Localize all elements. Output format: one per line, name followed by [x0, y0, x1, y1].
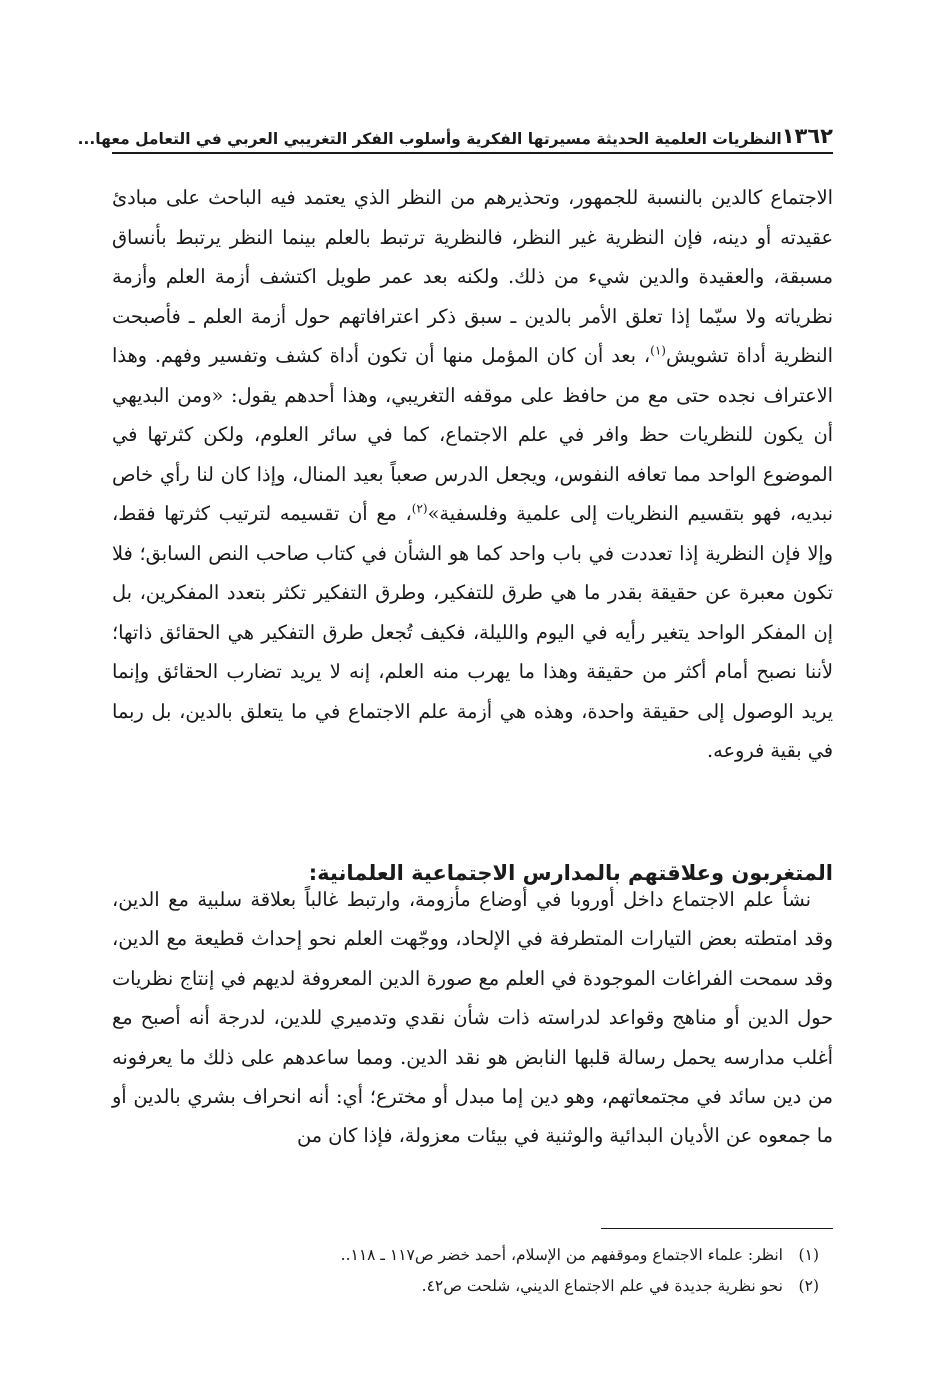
- footnote-marker: (٢): [798, 1277, 819, 1295]
- footnote-divider: [601, 1228, 833, 1229]
- running-title: النظريات العلمية الحديثة مسيرتها الفكرية وأسلوب الفكر التغريبي العربي في التعامل معها...: [77, 130, 782, 148]
- body-paragraph: [112, 178, 833, 771]
- paragraph-segment: ، بعد أن كان المؤمل منها أن تكون أداة كشف وتفسير وفهم. وهذا الاعتراف نجده حتى مع من حافظ على موقفه التغريبي، وهذا أحدهم يقول: «ومن البديهي أن يكون للنظريات حظ وافر في علم الاجتماع، كما في سائر العلوم، ولكن كثرتها في الموضوع الواحد مما تعافه النفوس، ويجعل الدرس صعباً بعيد المنال، وإذا كان لنا رأي خاص نبديه، فهو بتقسيم النظريات إلى علمية وفلسفية»: [112, 344, 833, 525]
- footnote-text: انظر: علماء الاجتماع وموقفهم من الإسلام، أحمد خضر ص١١٧ ـ ١١٨..: [340, 1246, 783, 1264]
- footnote-reference: (٢): [411, 501, 428, 516]
- footnote-item: [112, 1271, 833, 1302]
- section-heading: المتغربون وعلاقتهم بالمدارس الاجتماعية العلمانية:: [308, 861, 833, 886]
- footnote-item: [112, 1240, 833, 1271]
- paragraph-segment: الاجتماع كالدين بالنسبة للجمهور، وتحذيرهم من النظر الذي يعتمد فيه الباحث على مبادئ عقيدته أو دينه، فإن النظرية غير النظر، فالنظرية ترتبط بالعلم بينما النظر يرتبط بأنساق مسبقة، والعقيدة والدين شيء من ذلك. ولكنه بعد عمر طويل اكتشف أزمة العلم وأزمة نظرياته ولا سيّما إذا تعلق الأمر بالدين ـ سبق ذكر اعترافاتهم حول أزمة العلم ـ فأصبحت النظرية أداة تشويش: [112, 186, 833, 367]
- section-paragraph: نشأ علم الاجتماع داخل أوروبا في أوضاع مأزومة، وارتبط غالباً بعلاقة سلبية مع الدين، وقد امتطته بعض التيارات المتطرفة في الإلحاد، ووجّهت العلم نحو إحداث قطيعة مع الدين، وقد سمحت الفراغات الموجودة في العلم مع صورة الدين المعروفة لديهم في إنتاج نظريات حول الدين أو مناهج وقواعد لدراسته ذات شأن نقدي وتدميري للدين، لدرجة أنه أصبح مع أغلب مدارسه يحمل رسالة قلبها النابض هو نقد الدين. ومما ساعدهم على ذلك ما يعرفونه من دين سائد في مجتمعاتهم، وهو دين إما مبدل أو مخترع؛ أي: أنه انحراف بشري بالدين أو ما جمعوه عن الأديان البدائية والوثنية في بيئات معزولة، فإذا كان من: [112, 888, 833, 1148]
- running-header: [77, 112, 833, 154]
- book-page: [77, 0, 833, 1386]
- footnote-text: نحو نظرية جديدة في علم الاجتماع الديني، شلحت ص٤٢.: [421, 1277, 783, 1295]
- footnotes: [112, 1240, 833, 1302]
- footnote-marker: (١): [798, 1246, 819, 1264]
- page-number: ١٣٦٢: [781, 124, 833, 148]
- main-body-text: [112, 178, 833, 771]
- footnote-reference: (١): [650, 343, 666, 358]
- section-body-text: [112, 880, 833, 1156]
- paragraph-segment: ، مع أن تقسيمه لترتيب كثرتها فقط، وإلا فإن النظرية إذا تعددت في باب واحد كما هو الشأن في كتاب صاحب النص السابق؛ فلا تكون معبرة عن حقيقة بقدر ما هي طرق للتفكير، وطرق التفكير تكثر بتعدد المفكرين، بل إن المفكر الواحد يتغير رأيه في اليوم والليلة، فكيف تُجعل طرق التفكير هي الحقائق ذاتها؛ لأننا نصبح أمام أكثر من حقيقة وهذا ما يهرب منه العلم، إنه لا يريد تضارب الحقائق وإنما يريد الوصول إلى حقيقة واحدة، وهذه هي أزمة علم الاجتماع في ما يتعلق بالدين، بل ربما في بقية فروعه.: [112, 502, 833, 762]
